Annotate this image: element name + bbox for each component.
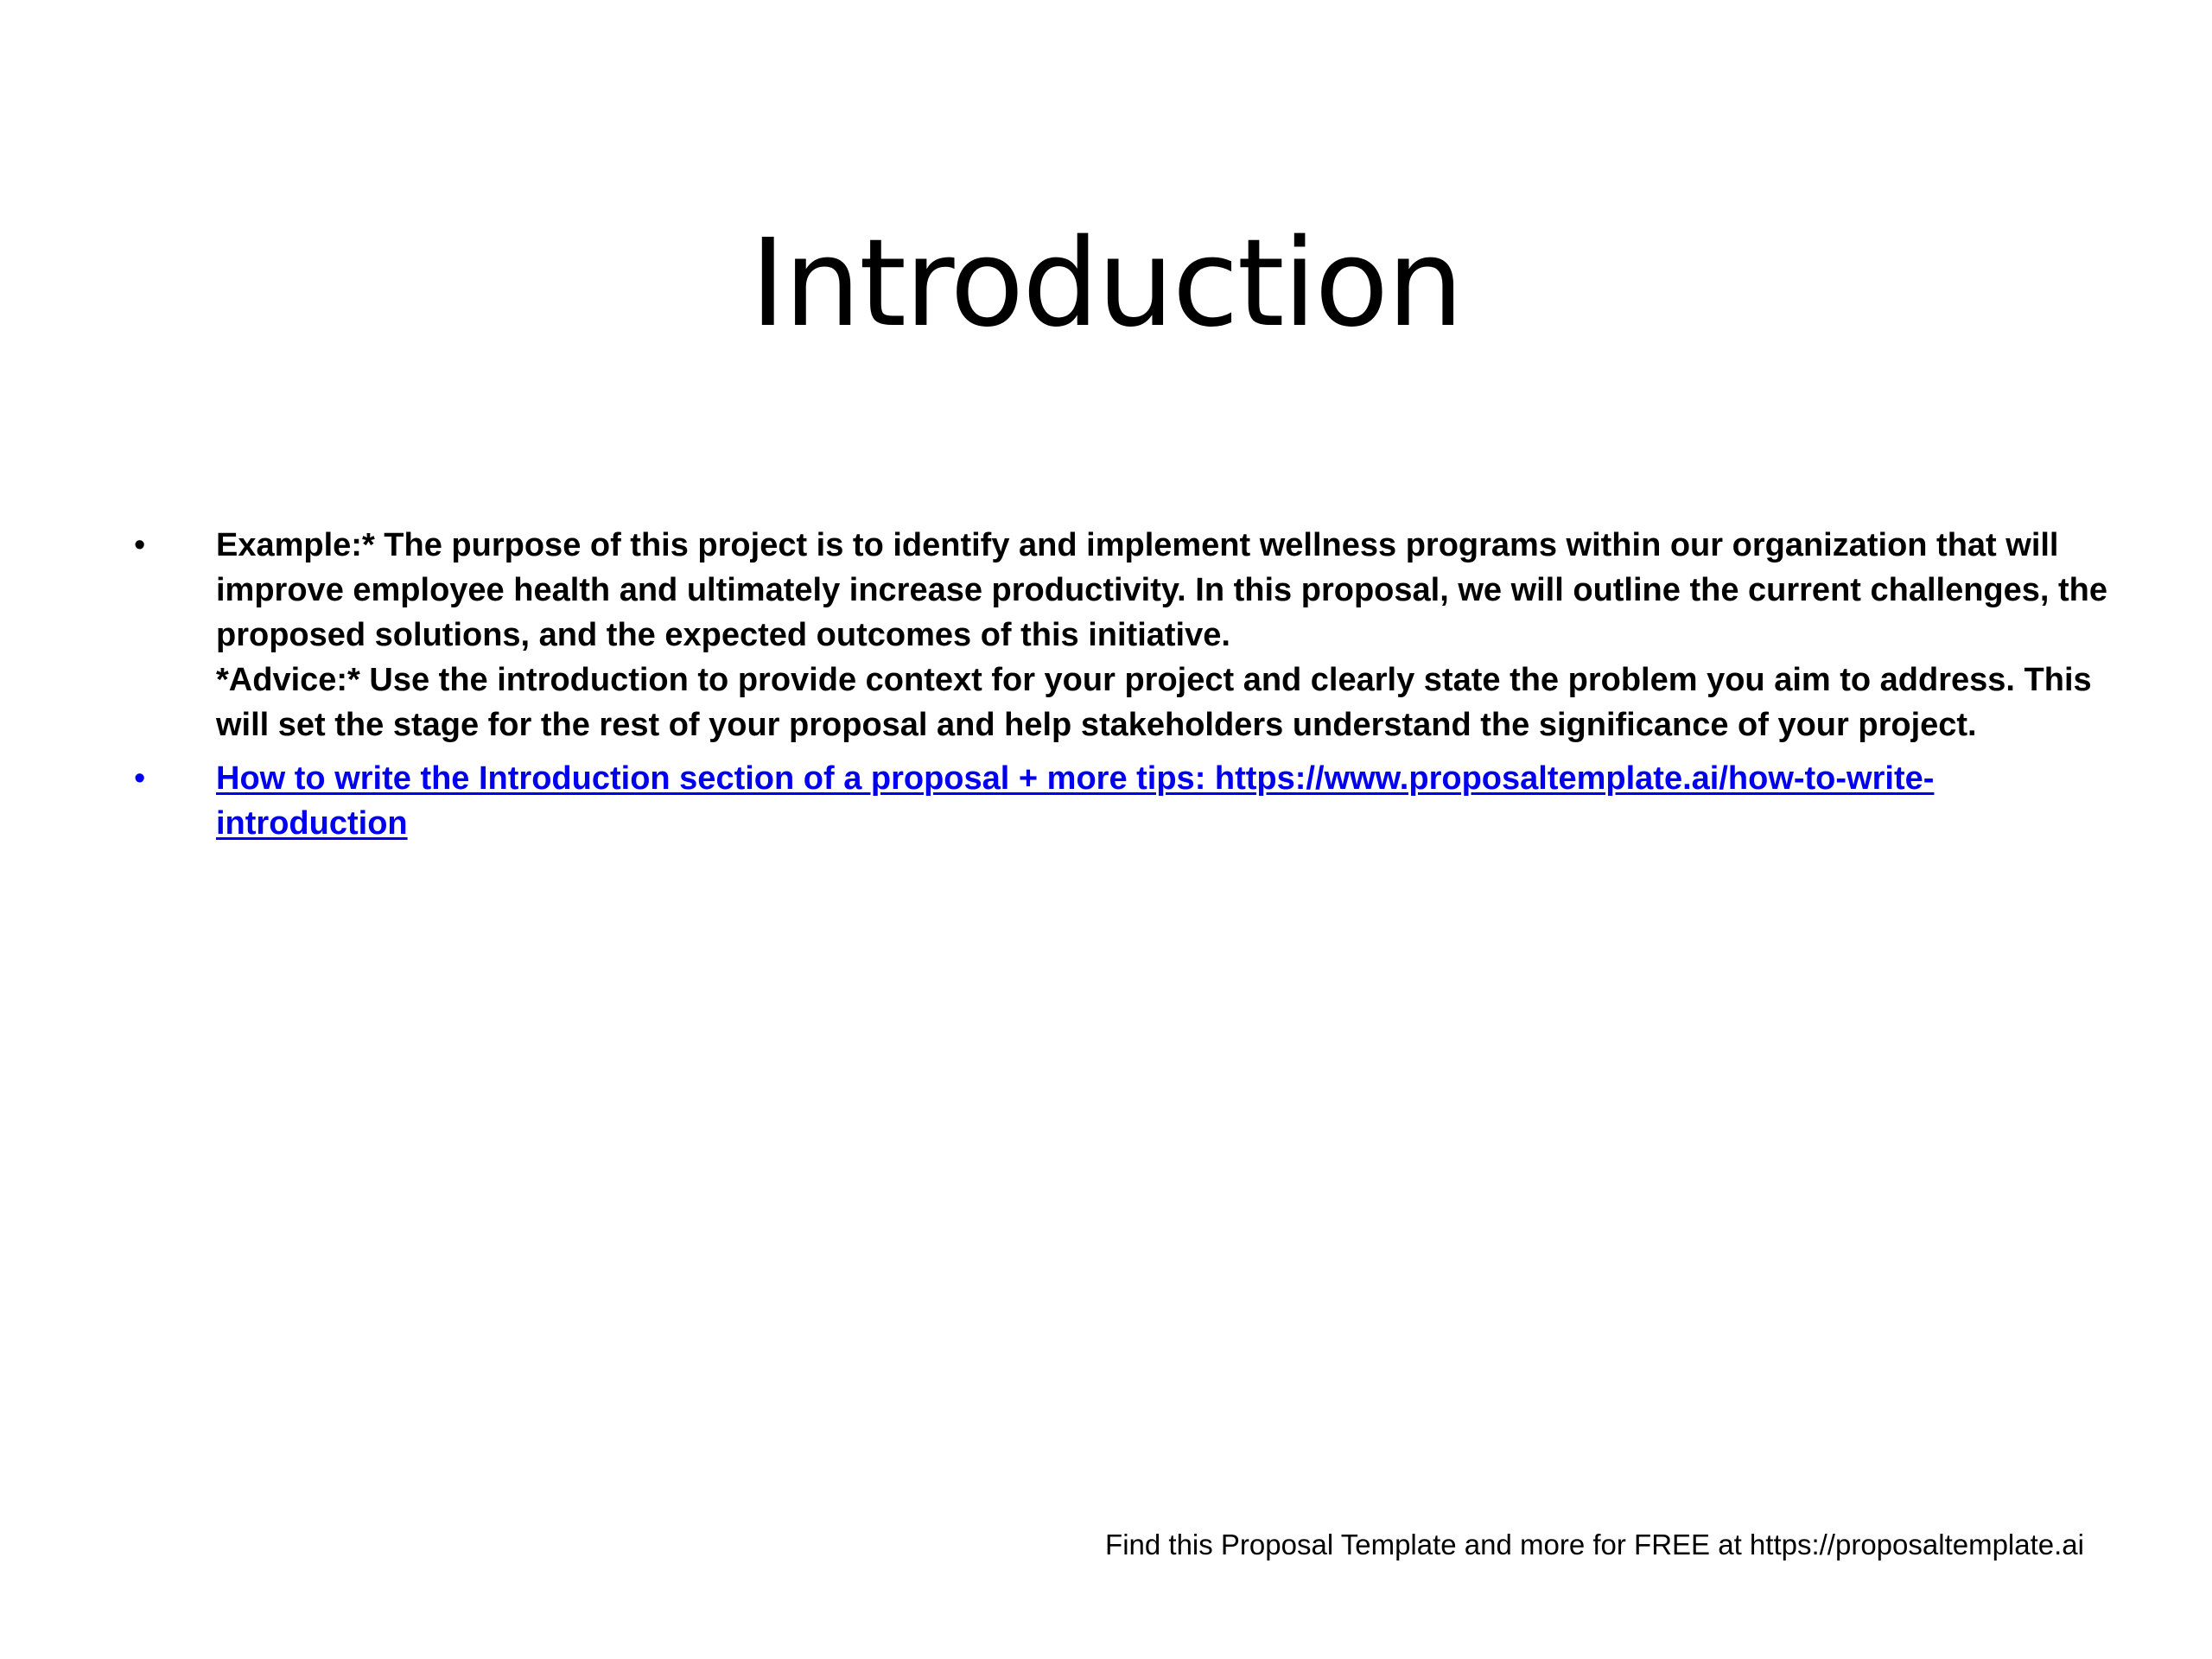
footer-note: Find this Proposal Template and more for FREE at https://proposaltemplate.ai — [1105, 1529, 2084, 1560]
slide-title: Introduction — [750, 213, 1462, 354]
bullet-dot-icon: • — [134, 760, 146, 797]
bullet-item-link — [125, 756, 2113, 846]
bullet-list — [125, 523, 2113, 846]
bullet-dot-icon: • — [134, 527, 146, 563]
example-paragraph: Example:* The purpose of this project is to identify and implement wellness programs within our organization that will improve employee health and ultimately increase productivity. In this proposal, we will outline the current challenges, the proposed solutions, and the expected outcomes of this initiative. — [216, 527, 2108, 653]
bullet-item-example — [125, 523, 2113, 747]
advice-paragraph: *Advice:* Use the introduction to provide context for your project and clearly state the problem you aim to address. This will set the stage for the rest of your proposal and help stakeholders understand the significance of your project. — [216, 662, 2092, 743]
introduction-tips-link[interactable]: How to write the Introduction section of a proposal + more tips: https://www.proposaltemplate.ai/how-to-write-introduction — [216, 760, 1935, 842]
